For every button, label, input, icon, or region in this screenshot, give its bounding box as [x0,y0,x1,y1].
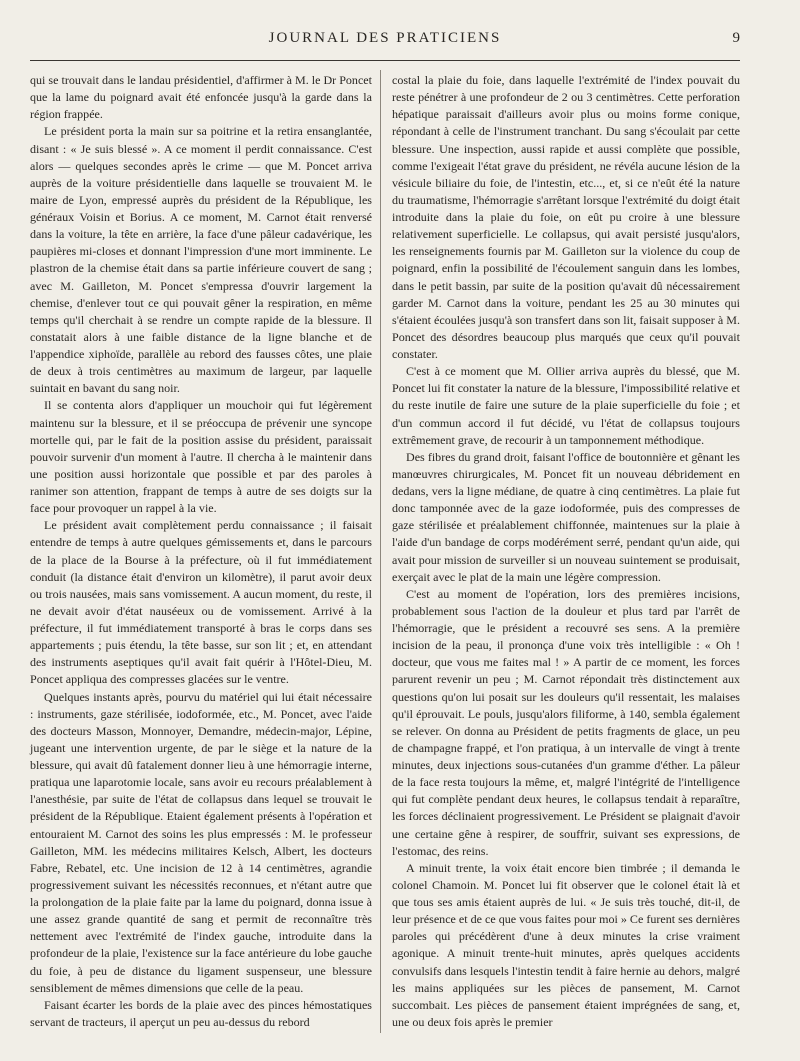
column-divider [380,70,381,1033]
paragraph: A minuit trente, la voix était encore bien timbrée ; il demanda le colonel Chamoin. M. Poncet lui fit observer que le colonel était là et que tous ses amis étaient auprès de lui. « Je suis très touché, dit-il, de leur présence et de ce que vous faites pour moi » Ce furent ses dernières paroles qui précédèrent d'une à deux minutes la crise vraiment agonique. A minuit trente-huit minutes, après quelques accidents convulsifs dans lesquels l'intestin tendit à faire hernie au dehors, malgré les mains appliquées sur les pièces de pansement, M. Carnot succombait. Les pièces de pansement étaient imprégnées de sang, et, une ou deux fois après le premier [392,860,740,1029]
paragraph: costal la plaie du foie, dans laquelle l'extrémité de l'index pouvait du reste pénétrer à une profondeur de 2 ou 3 centimètres. Cette perforation hépatique paraissait d'ailleurs avoir plus ou moins forme conique, répondant à celle de l'instrument tranchant. Du sang s'écoulait par cette blessure. Une inspection, aussi rapide et aussi complète que possible, comme l'exigeait l'état grave du président, ne révéla aucune lésion de la vésicule biliaire du foie, de l'intestin, etc..., et, si ce n'eût été la nature du traumatisme, l'hémorragie s'arrêtant lorsque l'extrémité du doigt était introduite dans la plaie du foie, on eût pu croire à une blessure relativement superficielle. Le collapsus, qui avait persisté jusqu'alors, les renseignements fournis par M. Gailleton sur la violence du coup de poignard, enfin la possibilité de l'écoulement sanguin dans les lombes, dans le petit bassin, par suite de la position qu'avait dû nécessairement garder M. Carnot dans la voiture, pendant les 25 au 30 minutes qui s'étaient écoulées jusqu'à son transfert dans son lit, faisait supposer à M. Poncet des désordres beaucoup plus marqués que ceux qu'il pouvait constater. [392,73,740,361]
running-header [30,30,740,54]
paragraph: qui se trouvait dans le landau présidentiel, d'affirmer à M. le Dr Poncet que la lame du poignard avait été enfoncée jusqu'à la garde dans la région frappée. [30,73,372,122]
paragraph: Le président porta la main sur sa poitrine et la retira ensanglantée, disant : « Je suis blessé ». A ce moment il perdit connaissance. C'est alors — quelques secondes après le crime — que M. Poncet arriva auprès de la voiture présidentielle dans laquelle se trouvaient M. le maire de Lyon, empressé auprès du président de la République, les généraux Voisin et Borius. A ce moment, M. Carnot était renversé dans la voiture, la tête en arrière, la face d'une pâleur cadavérique, les paupières mi-closes et donnant l'impression d'une mort imminente. Le plastron de la chemise était dans sa partie inférieure couvert de sang ; avec M. Gailleton, M. Poncet s'empressa d'ouvrir largement la chemise, d'enlever tout ce qui pouvait gêner la respiration, en même temps qu'il cherchait à se rendre un compte rapide de la blessure. Il constatait alors à une faible distance de la ligne blanche et de l'appendice xiphoïde, parallèle au rebord des fausses côtes, une plaie de deux à trois centimètres au maximum de largeur, par laquelle suintait en bavant du sang noir. [30,124,372,396]
journal-title: JOURNAL DES PRATICIENS [268,30,502,46]
left-column [30,72,372,1031]
paragraph: Faisant écarter les bords de la plaie avec des pinces hémostatiques servant de tracteurs, il aperçut un peu au-dessus du rebord [30,997,372,1029]
paragraph: Quelques instants après, pourvu du matériel qui lui était nécessaire : instruments, gaze stérilisée, iodoformée, etc., M. Poncet, avec l'aide des docteurs Masson, Monnoyer, Demandre, médecin-major, Lépine, jugeant une intervention urgente, de par le siège et la nature de la blessure, qui avait dû fatalement donner lieu à une hémorragie interne, pratiqua une laparotomie locale, sans avoir eu recours préalablement à l'anesthésie, par suite de l'état de collapsus dans lequel se trouvait le président de la République. Etaient également présents à l'opération et entouraient M. Carnot des soins les plus empressés : M. le professeur Gailleton, MM. les médecins militaires Kelsch, Albert, les docteurs Fabre, Rebatel, etc. Une incision de 12 à 14 centimètres, agrandie progressivement suivant les nécessités reconnues, et n'étant autre que la prolongation de la plaie faite par la lame du poignard, donna issue à une assez grande quantité de sang et permit de reconnaître très nettement avec l'extrémité de l'index gauche, introduite dans la profondeur de la plaie, l'existence sur la face antérieure du lobe gauche du foie, à peu de distance du ligament suspenseur, une blessure sensiblement de mêmes dimensions que celle de la peau. [30,689,372,995]
page-number: 9 [732,30,740,46]
paragraph: C'est au moment de l'opération, lors des premières incisions, probablement sous l'action de la douleur et plus tard par l'arrêt de l'hémorragie, que le président a recouvré ses sens. A la première incision de la peau, il prononça d'une voix très intelligible : « Oh ! docteur, que vous me faites mal ! » A partir de ce moment, les forces parurent revenir un peu ; M. Carnot répondait très distinctement aux questions qu'on lui posait sur les douleurs qu'il ressentait, les malaises qu'il éprouvait. Le pouls, jusqu'alors filiforme, à 140, sembla également se relever. On donna au Président de petits fragments de glace, un peu de champagne frappé, et l'on pratiqua, à un intervalle de vingt à trente minutes, deux injections sous-cutanées d'un gramme d'éther. La pâleur de la face resta toujours la même, et, malgré l'intégrité de l'intelligence qui fut complète pendant deux heures, le collapsus tendait à reparaître, les forces déclinaient progressivement. Le Président se plaignait d'avoir une certaine gêne à respirer, de souffrir, suivant ses expressions, de l'estomac, des reins. [392,586,740,858]
header-rule [30,60,740,61]
paragraph: C'est à ce moment que M. Ollier arriva auprès du blessé, que M. Poncet lui fit constater la nature de la blessure, l'impossibilité relative et du reste inutile de faire une suture de la plaie superficielle du foie ; et d'un commun accord il fut décidé, vu l'état de collapsus toujours extrêmement grave, de recourir à un tamponnement méthodique. [392,364,740,447]
paragraph: Il se contenta alors d'appliquer un mouchoir qui fut légèrement maintenu sur la blessure, et il se préoccupa de prévenir une syncope mortelle qui, par le fait de la position assise du président, paraissait pouvoir survenir d'un moment à l'autre. Il chercha à le maintenir dans une position aussi horizontale que possible et par des paroles à ranimer son attention, frappant de temps à autre de ses doigts sur la face pour provoquer un rappel à la vie. [30,398,372,516]
paragraph: Le président avait complètement perdu connaissance ; il faisait entendre de temps à autre quelques gémissements et, dans le parcours de la place de la Bourse à la préfecture, où il fut immédiatement conduit (la distance était d'environ un kilomètre), il parut avoir deux ou trois nausées, mais sans vomissement. A aucun moment, du reste, il ne devait avoir d'état nauséeux ou de vomissement. Arrivé à la préfecture, il fut immédiatement transporté à bras le corps dans ses appartements ; puis étendu, la tête basse, sur son lit ; et, en attendant des instruments aseptiques qu'il avait fait quérir à l'Hôtel-Dieu, M. Poncet appliqua des compresses glacées sur le ventre. [30,518,372,687]
right-column [392,72,740,1031]
paragraph: Des fibres du grand droit, faisant l'office de boutonnière et gênant les manœuvres chirurgicales, M. Poncet fit un nouveau débridement en dedans, vers la ligne médiane, de quatre à cinq centimètres. La plaie fut donc tamponnée avec de la gaze iodoformée, puis des compresses de gaze stérilisée et préalablement chiffonnée, maintenues sur la plaie à l'aide d'un bandage de corps modérément serré, pendant qu'un aide, qui avait pour mission de surveiller si un nouveau suintement se produisait, exerçait avec le plat de la main une légère compression. [392,449,740,584]
